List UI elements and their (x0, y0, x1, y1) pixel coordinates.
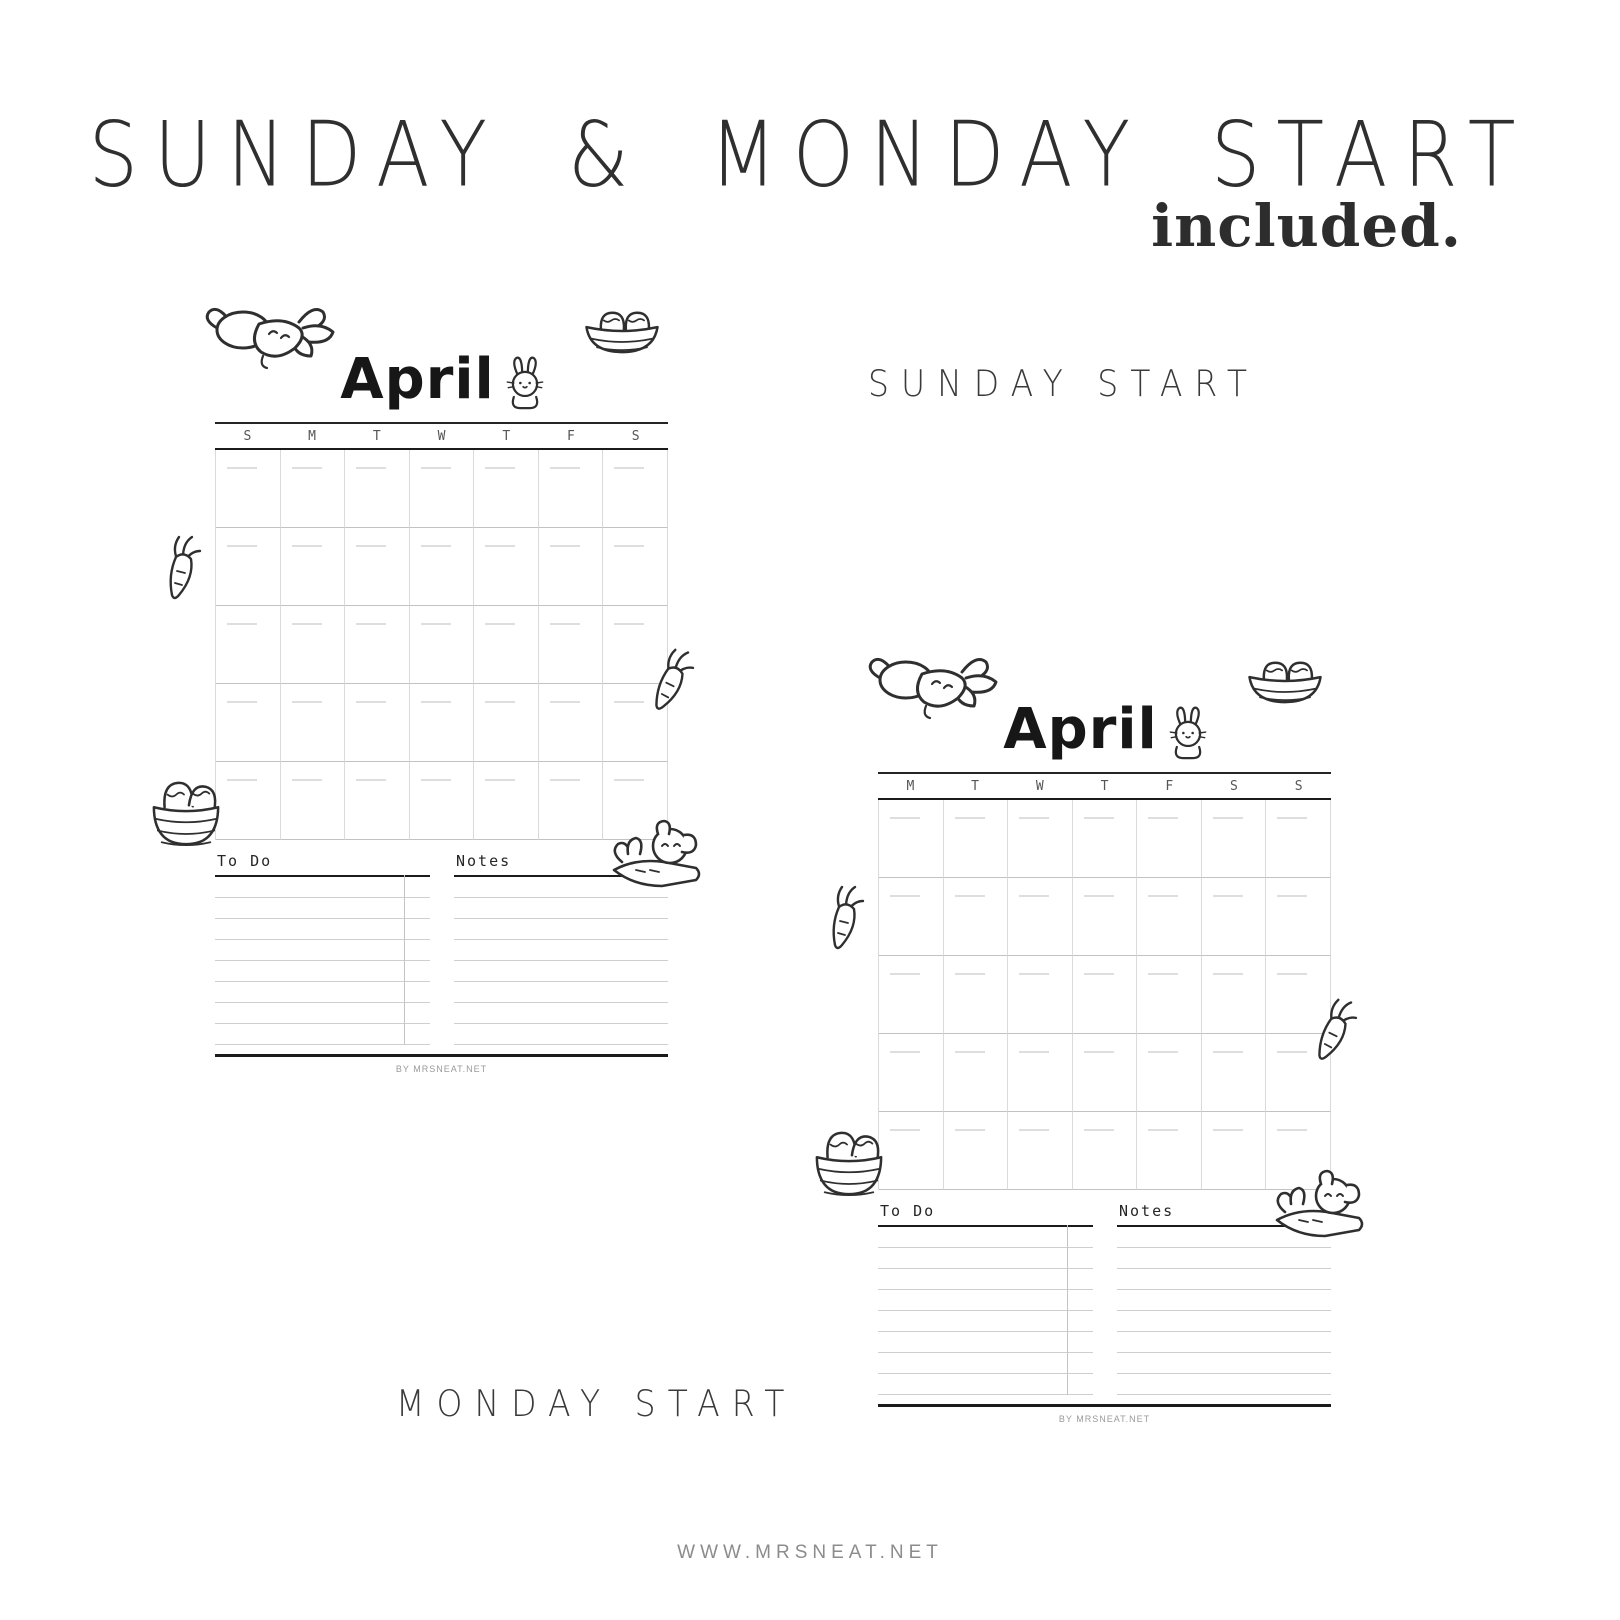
ruled-line (1117, 1374, 1331, 1395)
date-placeholder-dash (1084, 1051, 1114, 1053)
date-placeholder-dash (550, 467, 580, 469)
date-cell (539, 528, 604, 606)
date-placeholder-dash (955, 895, 985, 897)
weekday-label: W (437, 428, 446, 444)
ruled-line (215, 1024, 430, 1045)
date-placeholder-dash (485, 467, 515, 469)
date-cell (410, 606, 475, 684)
easter-egg-basket-icon (813, 1118, 885, 1212)
sleeping-bunny-on-carrot-icon (1269, 1168, 1367, 1238)
weekday-header (878, 772, 1331, 800)
todo-lines (215, 877, 430, 1045)
date-cell (1008, 1034, 1073, 1112)
date-placeholder-dash (227, 545, 257, 547)
ruled-line (1117, 1332, 1331, 1353)
date-placeholder-dash (890, 895, 920, 897)
date-cell (1073, 878, 1138, 956)
easter-egg-basket-icon (150, 768, 222, 862)
date-cell (345, 684, 410, 762)
date-cell (1073, 1034, 1138, 1112)
date-placeholder-dash (614, 701, 644, 703)
date-placeholder-dash (890, 1051, 920, 1053)
date-placeholder-dash (1084, 895, 1114, 897)
website-footer: WWW.MRSNEAT.NET (677, 1542, 943, 1563)
page-footer-credit: BY MRSNEAT.NET (1058, 1414, 1151, 1424)
date-placeholder-dash (485, 701, 515, 703)
ruled-line (215, 982, 430, 1003)
date-placeholder-dash (614, 779, 644, 781)
month-title: April (1003, 697, 1158, 762)
bottom-border-line (878, 1404, 1331, 1407)
main-title: SUNDAY & MONDAY START (88, 104, 1532, 208)
date-placeholder-dash (1277, 1051, 1307, 1053)
date-placeholder-dash (421, 701, 451, 703)
ruled-line (878, 1311, 1093, 1332)
page-footer-credit: BY MRSNEAT.NET (395, 1064, 488, 1074)
date-placeholder-dash (1148, 1129, 1178, 1131)
weekday-label: S (1230, 778, 1238, 794)
date-placeholder-dash (1148, 1051, 1178, 1053)
date-placeholder-dash (1213, 1051, 1243, 1053)
weekday-header (215, 422, 668, 450)
date-cell (216, 762, 281, 840)
date-cell (281, 684, 346, 762)
date-cell (474, 762, 539, 840)
date-placeholder-dash (356, 545, 386, 547)
date-placeholder-dash (550, 779, 580, 781)
date-placeholder-dash (227, 623, 257, 625)
month-header (170, 334, 715, 412)
date-cell (603, 450, 668, 528)
date-cell (1073, 956, 1138, 1034)
date-cell (281, 450, 346, 528)
date-placeholder-dash (1213, 817, 1243, 819)
date-placeholder-dash (356, 779, 386, 781)
date-cell (1137, 1112, 1202, 1190)
ruled-line (454, 982, 668, 1003)
date-cell (410, 528, 475, 606)
date-cell (1266, 878, 1331, 956)
todo-label: To Do (878, 1202, 1093, 1227)
date-cell (216, 684, 281, 762)
date-placeholder-dash (614, 467, 644, 469)
ruled-line (878, 1374, 1093, 1395)
bottom-sections (215, 852, 668, 1045)
weekday-label: T (502, 428, 511, 444)
date-cell (1073, 1112, 1138, 1190)
date-placeholder-dash (1148, 973, 1178, 975)
weekday-label: M (906, 778, 915, 794)
ruled-line (215, 898, 430, 919)
weekday-label: T (372, 428, 381, 444)
date-placeholder-dash (1277, 817, 1307, 819)
date-placeholder-dash (955, 817, 985, 819)
calendar-body (215, 422, 668, 840)
bottom-border-line (215, 1054, 668, 1057)
weekday-label: M (308, 428, 316, 444)
calendar-body (878, 772, 1331, 1190)
date-placeholder-dash (227, 701, 257, 703)
date-placeholder-dash (356, 701, 386, 703)
date-placeholder-dash (292, 467, 322, 469)
ruled-line (454, 1024, 668, 1045)
todo-lines (878, 1227, 1093, 1395)
date-cell (879, 1112, 944, 1190)
ruled-line (215, 919, 430, 940)
calendar-page-sunday-start (170, 300, 715, 1096)
ruled-line (1117, 1290, 1331, 1311)
ruled-line (878, 1269, 1093, 1290)
weekday-label: F (1165, 778, 1174, 794)
date-placeholder-dash (356, 623, 386, 625)
date-cell (410, 684, 475, 762)
date-placeholder-dash (1019, 1051, 1049, 1053)
weekday-label: T (971, 778, 979, 794)
ruled-line (454, 940, 668, 961)
date-cell (944, 1034, 1009, 1112)
date-placeholder-dash (955, 1051, 985, 1053)
date-placeholder-dash (1213, 895, 1243, 897)
sitting-bunny-icon (1168, 706, 1208, 760)
ruled-line (454, 919, 668, 940)
date-cell (539, 450, 604, 528)
date-placeholder-dash (890, 973, 920, 975)
todo-section (878, 1202, 1093, 1395)
sleeping-bunny-on-carrot-icon (606, 818, 704, 888)
date-placeholder-dash (356, 467, 386, 469)
ruled-line (215, 961, 430, 982)
date-placeholder-dash (1019, 973, 1049, 975)
date-placeholder-dash (1213, 973, 1243, 975)
month-title: April (340, 347, 495, 412)
date-cell (410, 762, 475, 840)
date-placeholder-dash (890, 1129, 920, 1131)
date-cell (474, 684, 539, 762)
date-placeholder-dash (292, 545, 322, 547)
date-cell (879, 878, 944, 956)
ruled-line (454, 1003, 668, 1024)
date-placeholder-dash (1084, 973, 1114, 975)
date-cell (1137, 1034, 1202, 1112)
date-placeholder-dash (1084, 1129, 1114, 1131)
date-cell (879, 800, 944, 878)
date-cell (539, 606, 604, 684)
date-placeholder-dash (614, 545, 644, 547)
date-placeholder-dash (1084, 817, 1114, 819)
date-placeholder-dash (227, 467, 257, 469)
date-cell (216, 450, 281, 528)
date-placeholder-dash (1019, 817, 1049, 819)
date-placeholder-dash (550, 701, 580, 703)
date-placeholder-dash (292, 623, 322, 625)
date-placeholder-dash (614, 623, 644, 625)
date-cell (345, 762, 410, 840)
todo-section (215, 852, 430, 1045)
date-placeholder-dash (292, 701, 322, 703)
date-placeholder-dash (485, 779, 515, 781)
notes-label: Notes (1117, 1202, 1331, 1227)
date-cell (281, 762, 346, 840)
date-placeholder-dash (485, 545, 515, 547)
date-cell (1202, 878, 1267, 956)
todo-label: To Do (215, 852, 430, 877)
sitting-bunny-icon (505, 356, 545, 410)
ruled-line (878, 1332, 1093, 1353)
ruled-line (878, 1227, 1093, 1248)
date-cell (879, 1034, 944, 1112)
date-cell (216, 528, 281, 606)
date-placeholder-dash (292, 779, 322, 781)
carrot-icon (827, 883, 865, 951)
date-placeholder-dash (421, 623, 451, 625)
date-placeholder-dash (1213, 1129, 1243, 1131)
month-header (833, 684, 1378, 762)
date-cell (944, 800, 1009, 878)
date-placeholder-dash (485, 623, 515, 625)
date-cell (474, 450, 539, 528)
date-placeholder-dash (1019, 895, 1049, 897)
bottom-sections (878, 1202, 1331, 1395)
weekday-label: S (631, 428, 640, 444)
date-cell (944, 878, 1009, 956)
ruled-line (1117, 1311, 1331, 1332)
date-cell (1202, 956, 1267, 1034)
date-cell (539, 684, 604, 762)
date-placeholder-dash (1277, 1129, 1307, 1131)
date-cell (281, 606, 346, 684)
date-placeholder-dash (1277, 973, 1307, 975)
date-cell (944, 1112, 1009, 1190)
calendar-grid (878, 800, 1331, 1190)
date-placeholder-dash (1019, 1129, 1049, 1131)
date-cell (1266, 800, 1331, 878)
date-cell (603, 528, 668, 606)
weekday-label: S (243, 428, 252, 444)
date-cell (1008, 878, 1073, 956)
carrot-icon (164, 533, 202, 601)
date-cell (281, 528, 346, 606)
weekday-label: W (1035, 778, 1044, 794)
weekday-label: T (1100, 778, 1109, 794)
date-placeholder-dash (955, 973, 985, 975)
ruled-line (878, 1353, 1093, 1374)
date-cell (1202, 800, 1267, 878)
date-placeholder-dash (421, 545, 451, 547)
date-placeholder-dash (955, 1129, 985, 1131)
date-cell (1202, 1112, 1267, 1190)
weekday-label: S (1294, 778, 1303, 794)
date-cell (345, 606, 410, 684)
date-placeholder-dash (890, 817, 920, 819)
date-cell (1137, 956, 1202, 1034)
notes-lines (1117, 1227, 1331, 1395)
date-placeholder-dash (421, 467, 451, 469)
ruled-line (1117, 1248, 1331, 1269)
ruled-line (1117, 1353, 1331, 1374)
date-cell (1137, 800, 1202, 878)
date-cell (216, 606, 281, 684)
notes-lines (454, 877, 668, 1045)
date-placeholder-dash (550, 623, 580, 625)
date-cell (345, 528, 410, 606)
ruled-line (454, 961, 668, 982)
ruled-line (1117, 1269, 1331, 1290)
ruled-line (454, 898, 668, 919)
date-placeholder-dash (550, 545, 580, 547)
date-cell (539, 762, 604, 840)
notes-label: Notes (454, 852, 668, 877)
date-placeholder-dash (421, 779, 451, 781)
date-cell (879, 956, 944, 1034)
ruled-line (215, 1003, 430, 1024)
date-cell (1137, 878, 1202, 956)
date-cell (474, 606, 539, 684)
monday-start-label: MONDAY START (396, 1382, 797, 1425)
date-placeholder-dash (1277, 895, 1307, 897)
weekday-label: F (567, 428, 575, 444)
ruled-line (878, 1290, 1093, 1311)
date-cell (1202, 1034, 1267, 1112)
date-placeholder-dash (1148, 895, 1178, 897)
date-cell (1008, 800, 1073, 878)
date-cell (345, 450, 410, 528)
date-placeholder-dash (1148, 817, 1178, 819)
date-cell (410, 450, 475, 528)
date-cell (944, 956, 1009, 1034)
date-cell (1008, 1112, 1073, 1190)
included-subtitle: included. (1151, 192, 1462, 260)
date-cell (1008, 956, 1073, 1034)
ruled-line (215, 877, 430, 898)
date-cell (1073, 800, 1138, 878)
date-cell (474, 528, 539, 606)
ruled-line (878, 1248, 1093, 1269)
date-placeholder-dash (227, 779, 257, 781)
calendar-page-monday-start (833, 650, 1378, 1446)
calendar-grid (215, 450, 668, 840)
ruled-line (215, 940, 430, 961)
sunday-start-label: SUNDAY START (868, 362, 1260, 405)
